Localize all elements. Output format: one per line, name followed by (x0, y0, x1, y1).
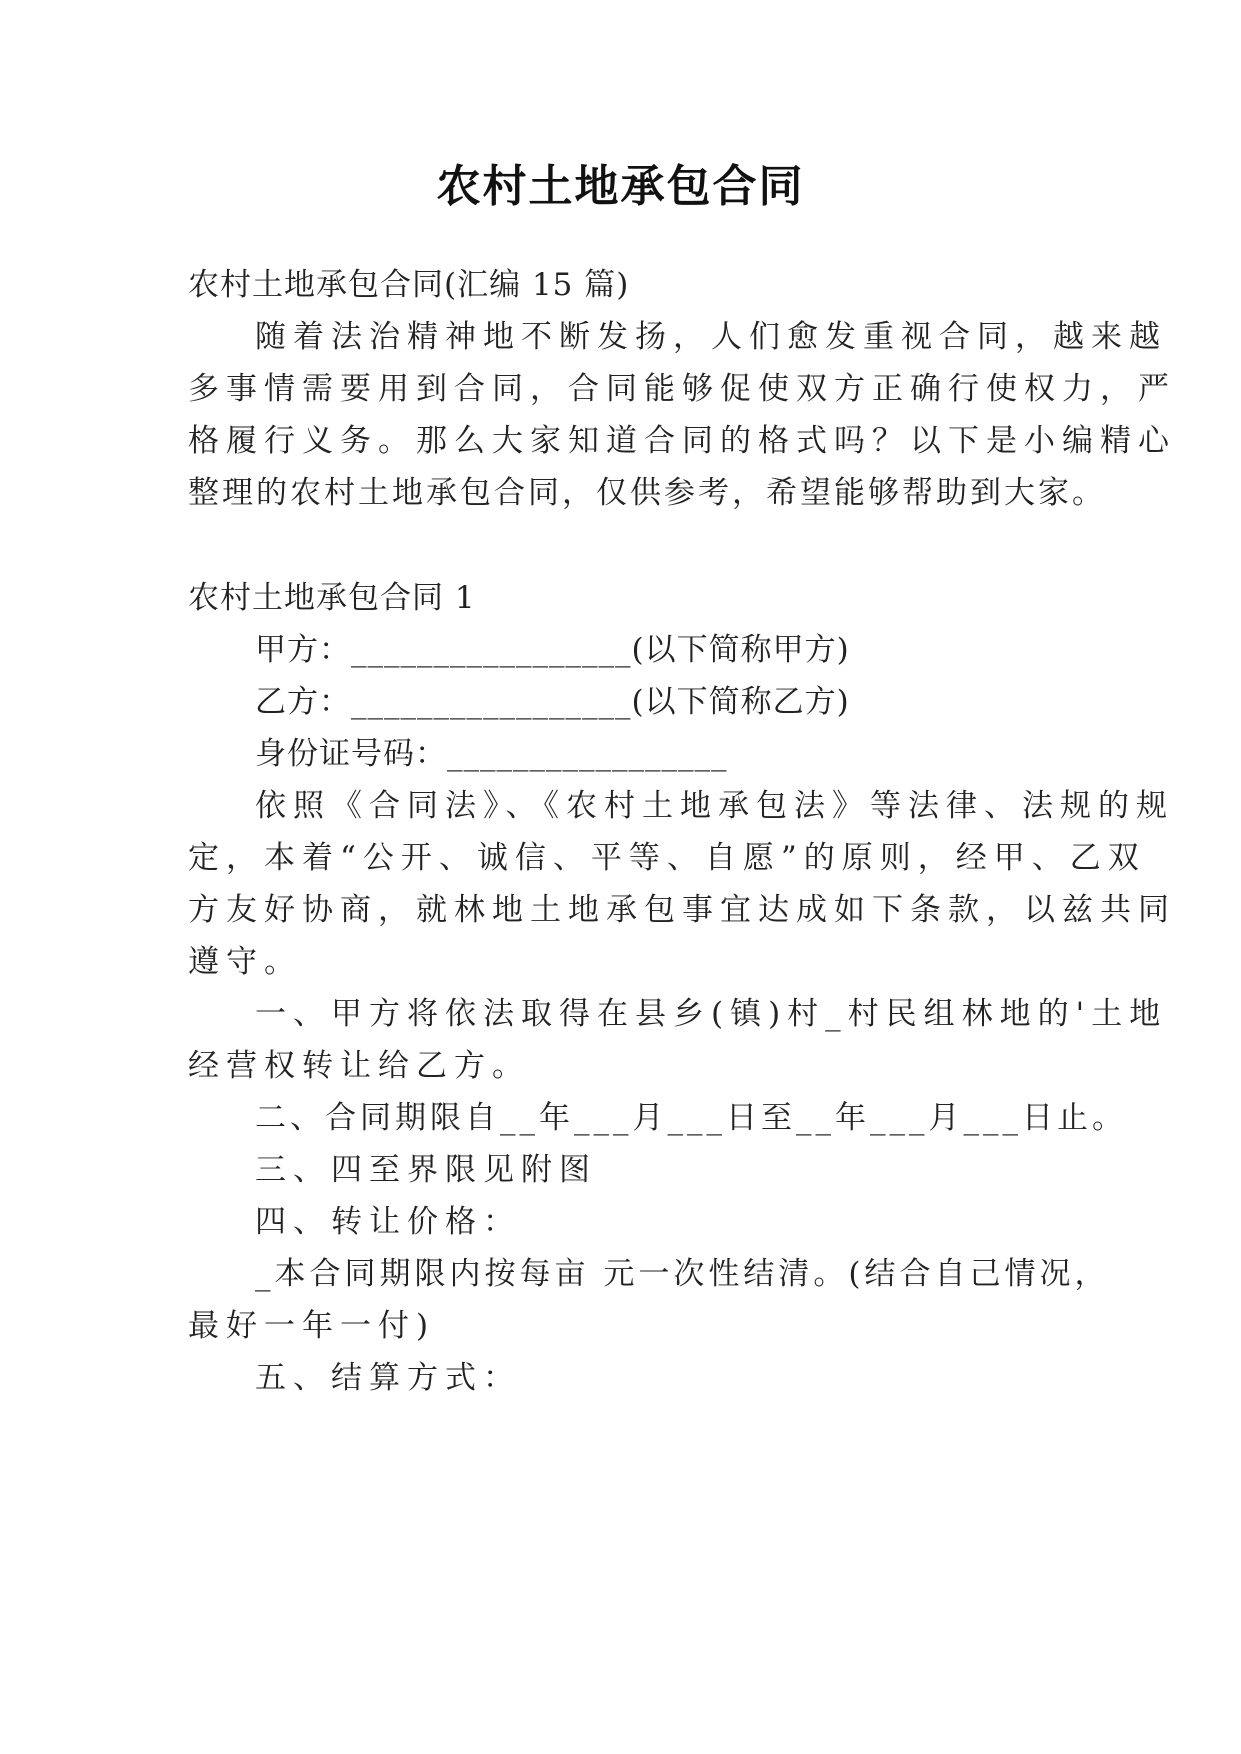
section-heading: 农村土地承包合同 1 (188, 580, 476, 616)
intro-line-1: 随着法治精神地不断发扬，人们愈发重视合同，越来越 (255, 319, 1167, 355)
clause-2: 二、合同期限自__年___月___日至__年___月___日止。 (255, 1100, 1127, 1136)
basis-line-2: 定，本着“公开、诚信、平等、自愿”的原则，经甲、乙双 (188, 840, 1146, 876)
basis-line-1: 依照《合同法》、《农村土地承包法》等法律、法规的规 (255, 788, 1174, 824)
document-subtitle: 农村土地承包合同(汇编 15 篇) (188, 267, 630, 303)
intro-line-3: 格履行义务。那么大家知道合同的格式吗？以下是小编精心 (188, 423, 1176, 459)
clause-3: 三、四至界限见附图 (255, 1152, 597, 1188)
clause-4-detail-line-1: _本合同期限内按每亩 元一次性结清。(结合自己情况， (255, 1256, 1110, 1292)
party-a-line: 甲方：_________________(以下简称甲方) (255, 632, 850, 668)
document-title: 农村土地承包合同 (436, 161, 805, 212)
basis-line-4: 遵守。 (188, 944, 302, 980)
basis-line-3: 方友好协商，就林地土地承包事宜达成如下条款，以兹共同 (188, 892, 1176, 928)
clause-4: 四、转让价格： (255, 1204, 521, 1240)
intro-line-2: 多事情需要用到合同，合同能够促使双方正确行使权力，严 (188, 371, 1176, 407)
clause-1-line-1: 一、甲方将依法取得在县乡(镇)村_村民组林地的'土地 (255, 996, 1168, 1032)
intro-line-4: 整理的农村土地承包合同，仅供参考，希望能够帮助到大家。 (188, 475, 1106, 511)
clause-5: 五、结算方式： (255, 1360, 521, 1396)
party-b-line: 乙方：_________________(以下简称乙方) (255, 684, 850, 720)
id-number-line: 身份证号码：_________________ (255, 736, 728, 772)
clause-4-detail-line-2: 最好一年一付) (188, 1308, 436, 1344)
clause-1-line-2: 经营权转让给乙方。 (188, 1048, 530, 1084)
